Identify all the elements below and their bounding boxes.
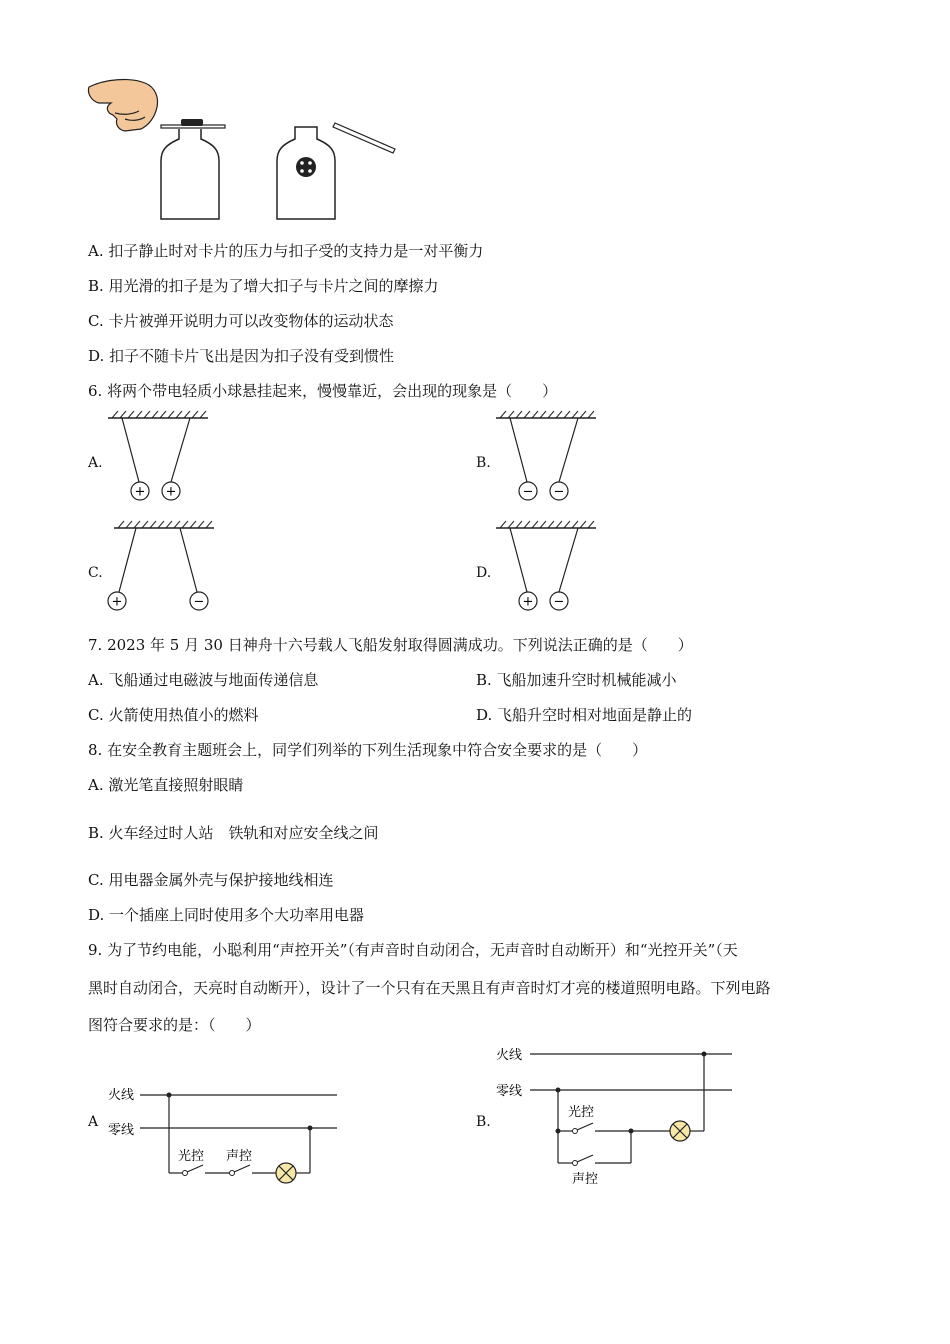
sound-switch-label: 声控 [226,1149,253,1164]
q8-option-c: C. 用电器金属外壳与保护接地线相连 [88,871,334,889]
q9-circuit-b [490,1040,740,1190]
charge-plus: + [134,484,146,500]
q8-stem: 8. 在安全教育主题班会上，同学们列举的下列生活现象中符合安全要求的是（ ） [88,741,648,759]
q6-diagram-b [496,410,606,505]
q5-option-a: A. 扣子静止时对卡片的压力与扣子受的支持力是一对平衡力 [88,242,484,260]
q8-option-d: D. 一个插座上同时使用多个大功率用电器 [88,906,365,924]
q8-option-b: B. 火车经过时人站 铁轨和对应安全线之间 [88,824,379,842]
q8-option-a: A. 激光笔直接照射眼睛 [88,776,244,794]
q6-stem: 6. 将两个带电轻质小球悬挂起来，慢慢靠近，会出现的现象是（ ） [88,382,558,400]
charge-minus: − [193,594,205,610]
neutral-wire-label: 零线 [108,1123,135,1138]
q6-diagram-d [496,520,606,615]
q5-option-c: C. 卡片被弹开说明力可以改变物体的运动状态 [88,312,394,330]
q9-label-b: B. [476,1114,491,1130]
charge-minus: − [522,484,534,500]
charge-minus: − [553,484,565,500]
q7-option-a: A. 飞船通过电磁波与地面传递信息 [88,671,319,689]
live-wire-label: 火线 [108,1088,135,1103]
card-flying [333,123,395,153]
light-switch-label: 光控 [568,1105,595,1120]
q7-option-b: B. 飞船加速升空时机械能减小 [476,671,677,689]
q6-diagram-a [108,410,218,505]
q9-stem-line3: 图符合要求的是：（ ） [88,1016,261,1034]
q6-label-d: D. [476,565,492,581]
bottle-left [161,129,219,219]
q7-stem: 7. 2023 年 5 月 30 日神舟十六号载人飞船发射取得圆满成功。下列说法正确的是（ ） [88,636,693,654]
light-switch-label: 光控 [178,1149,205,1164]
button-on-card [181,119,203,126]
q9-circuit-a [100,1080,345,1190]
q6-diagram-c [106,520,221,615]
q6-label-c: C. [88,565,103,581]
q9-stem-line2: 黑时自动闭合，天亮时自动断开），设计了一个只有在天黑且有声音时灯才亮的楼道照明电路。下列电路 [88,979,771,997]
q6-label-a: A. [88,455,103,471]
q7-option-d: D. 飞船升空时相对地面是静止的 [476,706,693,724]
q5-option-b: B. 用光滑的扣子是为了增大扣子与卡片之间的摩擦力 [88,277,439,295]
button-in-bottle [296,157,316,177]
q9-label-a: A [88,1114,99,1130]
neutral-wire-label: 零线 [496,1084,523,1099]
charge-plus: + [165,484,177,500]
q7-option-c: C. 火箭使用热值小的燃料 [88,706,259,724]
charge-plus: + [522,594,534,610]
q9-stem-line1: 9. 为了节约电能，小聪利用“声控开关”（有声音时自动闭合，无声音时自动断开）和“光控开关”（天 [88,941,738,959]
hand-drawing [88,80,157,131]
charge-plus: + [111,594,123,610]
q5-figure [85,75,405,225]
q5-option-d: D. 扣子不随卡片飞出是因为扣子没有受到惯性 [88,347,395,365]
live-wire-label: 火线 [496,1048,523,1063]
sound-switch-label: 声控 [572,1172,599,1187]
q6-label-b: B. [476,455,491,471]
charge-minus: − [553,594,565,610]
